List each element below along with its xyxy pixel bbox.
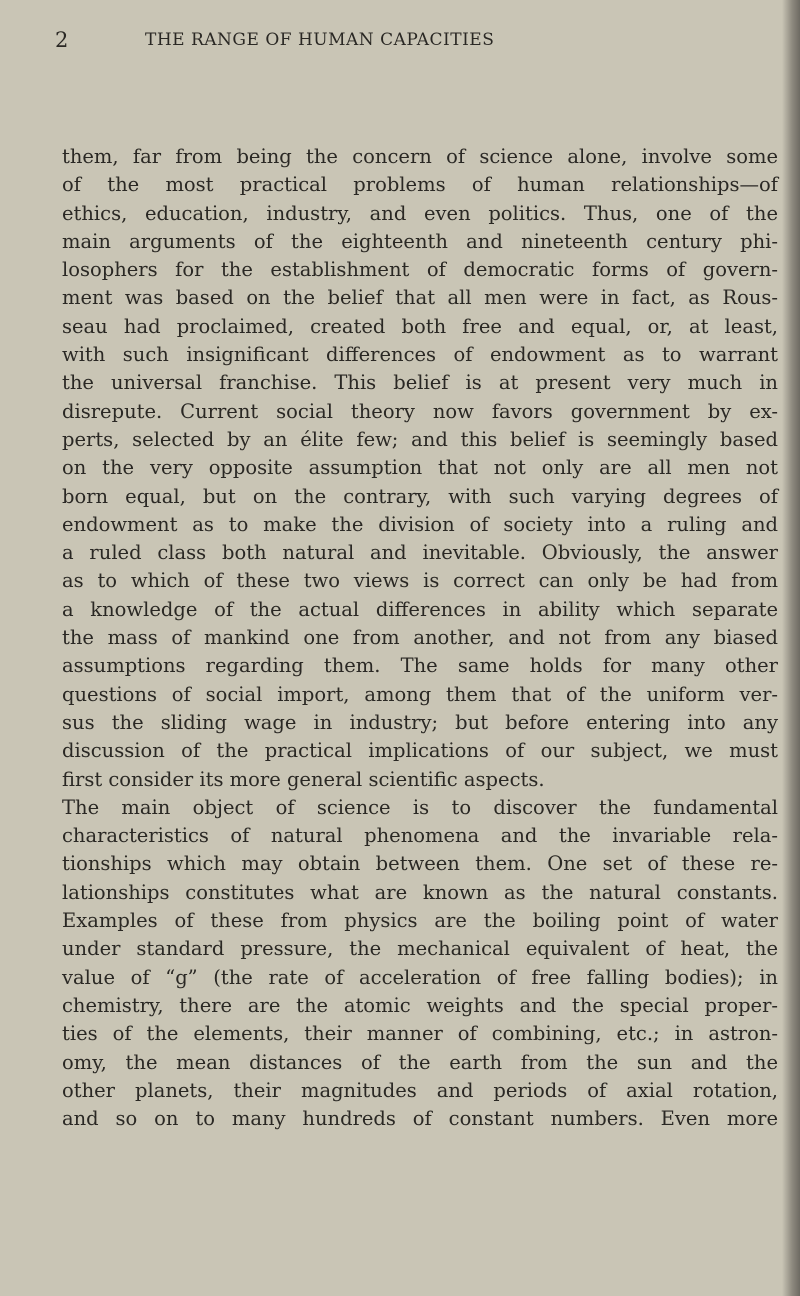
running-title: THE RANGE OF HUMAN CAPACITIES <box>145 30 495 50</box>
text-line: under standard pressure, the mechanical equivalent of heat, the <box>62 937 778 961</box>
text-line: the mass of mankind one from another, and not from any biased <box>62 626 778 650</box>
text-line: questions of social import, among them that of the uniform ver- <box>62 682 778 706</box>
text-line: value of “g” (the rate of acceleration of free falling bodies); in <box>62 965 778 989</box>
text-line: Examples of these from physics are the boiling point of water <box>62 909 778 933</box>
page-edge-shadow <box>782 0 800 1296</box>
text-line: perts, selected by an élite few; and this belief is seemingly based <box>62 427 778 451</box>
text-line: omy, the mean distances of the earth from the sun and the <box>62 1050 778 1074</box>
text-line: chemistry, there are the atomic weights and the special proper- <box>62 993 778 1017</box>
text-line: seau had proclaimed, created both free and equal, or, at least, <box>62 314 778 338</box>
text-line: ethics, education, industry, and even politics. Thus, one of the <box>62 201 778 225</box>
text-line: of the most practical problems of human relationships—of <box>62 173 778 197</box>
text-line: other planets, their magnitudes and periods of axial rotation, <box>62 1078 778 1102</box>
text-line: endowment as to make the division of society into a ruling and <box>62 512 778 536</box>
text-line: The main object of science is to discover the fundamental <box>62 795 778 819</box>
text-line: born equal, but on the contrary, with such varying degrees of <box>62 484 778 508</box>
body-text <box>62 143 778 1133</box>
text-line: with such insignificant differences of endowment as to warrant <box>62 343 778 367</box>
text-line: characteristics of natural phenomena and the invariable rela- <box>62 824 778 848</box>
text-line: tionships which may obtain between them. One set of these re- <box>62 852 778 876</box>
text-line: disrepute. Current social theory now favors government by ex- <box>62 399 778 423</box>
text-line: the universal franchise. This belief is at present very much in <box>62 371 778 395</box>
text-line: and so on to many hundreds of constant numbers. Even more <box>62 1107 778 1131</box>
text-line: them, far from being the concern of science alone, involve some <box>62 145 778 168</box>
text-line: assumptions regarding them. The same holds for many other <box>62 654 778 678</box>
text-line: as to which of these two views is correct can only be had from <box>62 569 778 593</box>
text-line: ties of the elements, their manner of combining, etc.; in astron- <box>62 1022 778 1046</box>
text-line: main arguments of the eighteenth and nineteenth century phi- <box>62 229 778 253</box>
text-line: discussion of the practical implications of our subject, we must <box>62 739 778 763</box>
text-line: ment was based on the belief that all men were in fact, as Rous- <box>62 286 778 310</box>
text-line: sus the sliding wage in industry; but before entering into any <box>62 710 778 734</box>
text-line: on the very opposite assumption that not only are all men not <box>62 456 778 480</box>
text-line: lationships constitutes what are known as the natural constants. <box>62 880 778 904</box>
text-line: losophers for the establishment of democratic forms of govern- <box>62 258 778 282</box>
text-line: first consider its more general scientific aspects. <box>62 767 545 791</box>
text-line: a knowledge of the actual differences in ability which separate <box>62 597 778 621</box>
text-line: a ruled class both natural and inevitable. Obviously, the answer <box>62 541 778 565</box>
page-number: 2 <box>55 28 69 52</box>
